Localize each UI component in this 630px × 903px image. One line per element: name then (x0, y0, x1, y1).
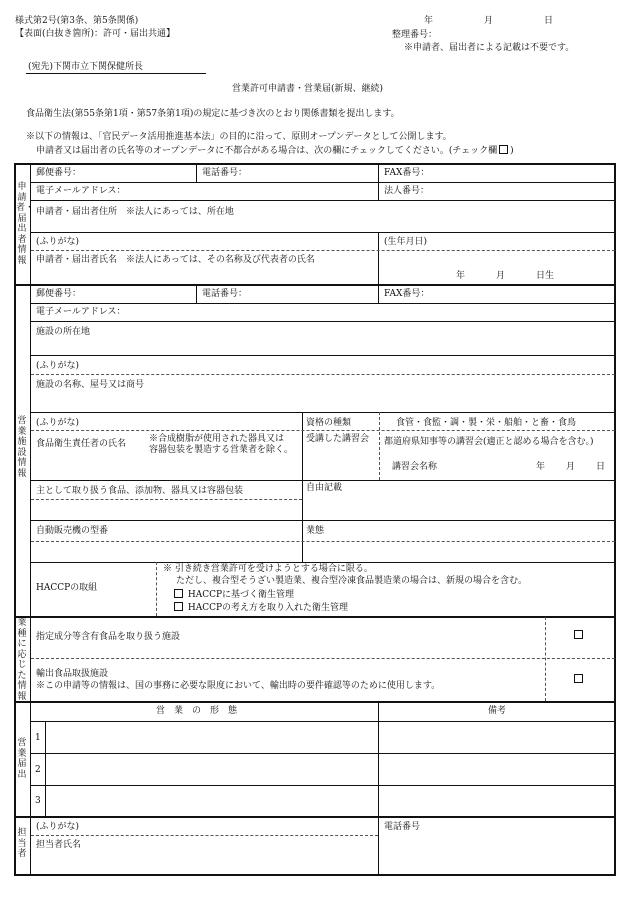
haccp-option-2: HACCPの考え方を取り入れた衛生管理 (172, 602, 348, 613)
addressee: (宛先)下関市立下関保健所長 (28, 62, 144, 72)
haccp-note-1: ※ 引き続き営業許可を受けようとする場合に限る。 (163, 564, 373, 574)
course-name-label: 講習会名称 (392, 462, 438, 472)
facility-phone-label: 電話番号： (202, 289, 248, 299)
haccp-option-2-checkbox[interactable] (174, 602, 183, 611)
applicant-phone-label: 電話番号： (202, 168, 248, 178)
opendata-checkbox[interactable] (499, 145, 508, 154)
course-label: 受講した講習会 (306, 434, 370, 444)
applicant-note: ※申請者、届出者による記載は不要です。 (404, 43, 575, 53)
opendata-note-1: ※以下の情報は、「官民データ活用推進基本法」の目的に沿って、原則オープンデータとして公開します。 (26, 132, 452, 142)
facility-location-label: 施設の所在地 (36, 327, 91, 337)
applicant-section-label: 申請者・届出者情報 (16, 182, 35, 266)
birth-year: 年 (456, 271, 466, 281)
date-month: 月 (484, 16, 494, 26)
applicant-email-label: 電子メールアドレス： (36, 186, 126, 196)
contact-section-label: 担当者 (17, 828, 27, 859)
manager-note-1: ※合成樹脂が使用された器具又は (149, 434, 285, 444)
business-row-1-number: 1 (35, 733, 41, 743)
facility-section-label: 営業施設情報 (17, 416, 27, 479)
facility-postal-label: 郵便番号： (36, 289, 82, 299)
facility-name-label: 施設の名称、屋号又は商号 (36, 380, 145, 390)
side-label: 【表面(白抜き箇所)：許可・届出共通】 (15, 29, 176, 39)
course-day: 日 (596, 462, 606, 472)
course-note: 都道府県知事等の講習会(適正と認める場合を含む。) (384, 437, 594, 447)
opendata-note-2: 申請者又は届出者の氏名等のオープンデータに不都合がある場合は、次の欄にチェックしてください。(チェック欄 ) (36, 146, 514, 156)
contact-phone-label: 電話番号 (384, 822, 421, 832)
date-year: 年 (424, 16, 434, 26)
remarks-header: 備考 (488, 706, 507, 716)
business-mode-label: 業態 (306, 526, 325, 536)
main-goods-label: 主として取り扱う食品、添加物、器具又は容器包装 (36, 486, 244, 496)
vending-model-label: 自動販売機の型番 (36, 526, 109, 536)
industry-section-label: 業種に応じた情報 (17, 618, 27, 702)
applicant-corp-number-label: 法人番号： (384, 186, 430, 196)
qualification-list: 食管・食監・調・製・栄・船舶・と畜・食鳥 (396, 418, 577, 428)
birth-day: 日生 (536, 271, 555, 281)
haccp-label: HACCPの取組 (36, 583, 98, 593)
course-month: 月 (566, 462, 576, 472)
applicant-fax-label: FAX番号： (384, 168, 430, 178)
applicant-furigana-label: (ふりがな) (36, 237, 80, 247)
business-row-3-number: 3 (35, 796, 41, 806)
applicant-postal-label: 郵便番号： (36, 168, 82, 178)
export-food-label: 輸出食品取扱施設 (36, 669, 109, 679)
free-text-label: 自由記載 (306, 483, 343, 493)
ref-number-label: 整理番号： (392, 30, 438, 40)
contact-furigana-label: (ふりがな) (36, 822, 80, 832)
applicant-birthdate-label: (生年月日) (384, 237, 428, 247)
contact-name-label: 担当者氏名 (36, 840, 82, 850)
form-number: 様式第2号(第3条、第5条関係) (15, 16, 139, 26)
facility-email-label: 電子メールアドレス： (36, 307, 126, 317)
business-row-2-number: 2 (35, 765, 41, 775)
designated-ingredient-label: 指定成分等含有食品を取り扱う施設 (36, 632, 181, 642)
haccp-note-2: ただし、複合型そうざい製造業、複合型冷凍食品製造業の場合は、新規の場合を含む。 (176, 576, 528, 586)
export-food-checkbox[interactable] (574, 674, 583, 685)
manager-name-label: 食品衛生責任者の氏名 (36, 439, 127, 449)
qualification-type-label: 資格の種類 (306, 418, 352, 428)
export-food-note: ※この申請等の情報は、国の事務に必要な限度において、輸出時の要件確認等のために使用します。 (36, 681, 441, 691)
manager-note-2: 容器包装を製造する営業者を除く。 (149, 445, 293, 455)
course-year: 年 (536, 462, 546, 472)
haccp-option-1-checkbox[interactable] (174, 589, 183, 598)
applicant-address-label: 申請者・届出者住所 ※法人にあっては、所在地 (36, 207, 234, 217)
date-day: 日 (544, 16, 554, 26)
business-form-header: 営 業 の 形 態 (156, 706, 238, 716)
facility-furigana-label: (ふりがな) (36, 361, 80, 371)
applicant-name-label: 申請者・届出者氏名 ※法人にあっては、その名称及び代表者の氏名 (36, 255, 315, 265)
business-report-section-label: 営業届出 (17, 738, 27, 780)
birth-month: 月 (496, 271, 506, 281)
facility-fax-label: FAX番号： (384, 289, 430, 299)
form-title: 営業許可申請書・営業届(新規、継続) (232, 84, 384, 94)
manager-furigana-label: (ふりがな) (36, 418, 80, 428)
intro-text: 食品衛生法(第55条第1項・第57条第1項)の規定に基づき次のとおり関係書類を提出します。 (26, 109, 400, 119)
haccp-option-1: HACCPに基づく衛生管理 (172, 589, 294, 600)
addressee-underline (26, 73, 206, 74)
designated-ingredient-checkbox[interactable] (574, 630, 583, 641)
